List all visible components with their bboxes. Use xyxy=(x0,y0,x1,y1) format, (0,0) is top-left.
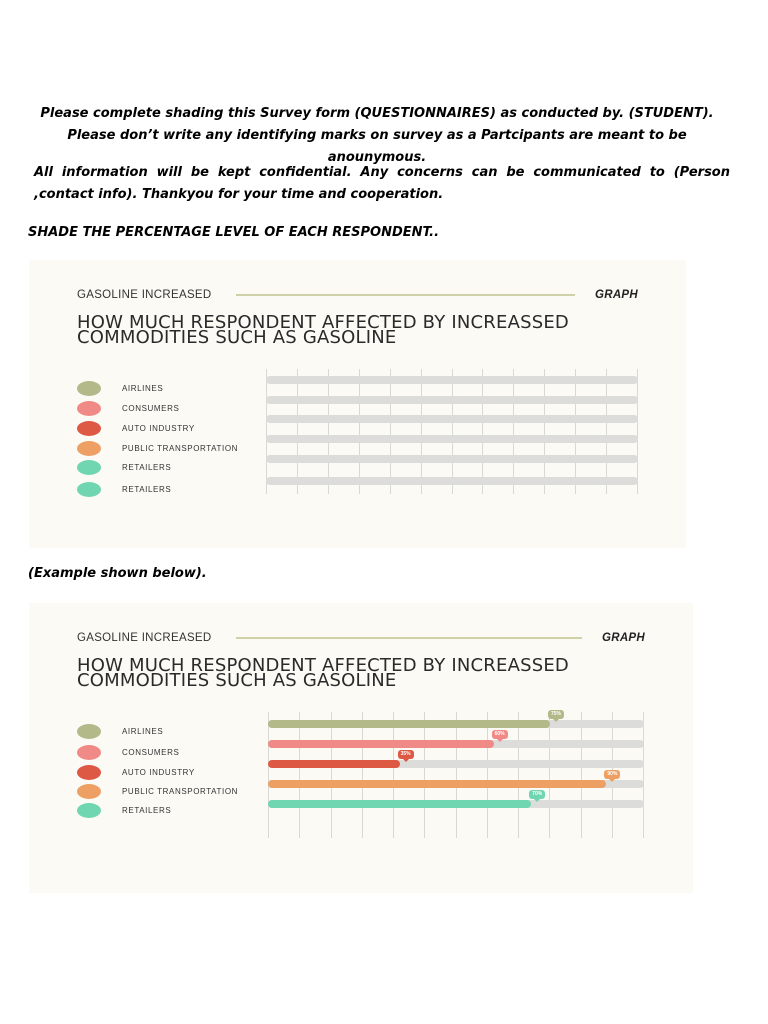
gridline xyxy=(362,712,363,838)
data-label-auto-industry: 35% xyxy=(398,750,414,759)
bar-plot xyxy=(266,369,638,494)
confidentiality-notice: All information will be kept confidential. Any concerns can be communicated to (Person ,contact info). Thankyou for your time and cooperation. xyxy=(34,165,730,202)
legend-item-retailers xyxy=(77,802,171,818)
data-label-public-transportation: 90% xyxy=(604,770,620,779)
bar-track-public-transportation[interactable] xyxy=(266,435,638,443)
gridline xyxy=(643,712,644,838)
bar-fill-airlines xyxy=(268,720,550,728)
bar-track-public-transportation[interactable] xyxy=(268,771,644,788)
blank-survey-graph xyxy=(29,260,686,548)
gridline xyxy=(331,712,332,838)
bar-fill-consumers xyxy=(268,740,494,748)
legend-label: CONSUMERS xyxy=(122,747,180,757)
graph-header xyxy=(77,630,645,646)
legend-item-airlines xyxy=(77,380,163,396)
graph-header xyxy=(77,287,638,303)
bar-track-retailers[interactable] xyxy=(268,791,644,808)
legend-swatch xyxy=(77,765,101,780)
bar-fill-public-transportation xyxy=(268,780,606,788)
gridline xyxy=(359,369,360,494)
legend-swatch xyxy=(77,724,101,739)
graph-title: HOW MUCH RESPONDENT AFFECTED BY INCREASSED COMMODITIES SUCH AS GASOLINE xyxy=(77,655,569,691)
legend-label: PUBLIC TRANSPORTATION xyxy=(122,443,239,453)
bar-track-auto-industry[interactable] xyxy=(266,415,638,423)
gridline xyxy=(299,712,300,838)
graph-tag: GASOLINE INCREASED xyxy=(77,632,212,644)
header-divider xyxy=(236,294,575,296)
bar-track-auto-industry[interactable] xyxy=(268,751,644,768)
gridline xyxy=(637,369,638,494)
legend-swatch xyxy=(77,460,101,475)
example-caption: (Example shown below). xyxy=(28,566,207,581)
gridline xyxy=(266,369,267,494)
gridline xyxy=(452,369,453,494)
gridline xyxy=(544,369,545,494)
legend-swatch xyxy=(77,381,101,396)
gridline xyxy=(328,369,329,494)
gridline xyxy=(390,369,391,494)
data-label-airlines: 75% xyxy=(548,710,564,719)
shade-instruction: SHADE THE PERCENTAGE LEVEL OF EACH RESPONDENT.. xyxy=(28,225,440,240)
legend-label: RETAILERS xyxy=(122,484,172,494)
gridline xyxy=(297,369,298,494)
survey-instructions: Please complete shading this Survey form (QUESTIONNAIRES) as conducted by. (STUDENT). Please don’t write any identifying marks on survey as a Partcipants are meant to be anounymous. xyxy=(40,106,714,165)
legend-swatch xyxy=(77,482,101,497)
legend-swatch xyxy=(77,803,101,818)
legend-label: AIRLINES xyxy=(122,726,164,736)
bar-plot xyxy=(268,712,644,838)
gridline xyxy=(456,712,457,838)
legend-item-retailers xyxy=(77,481,171,497)
legend-label: CONSUMERS xyxy=(122,403,180,413)
example-survey-graph xyxy=(29,603,693,893)
legend-item-airlines xyxy=(77,723,163,739)
header-divider xyxy=(236,637,582,639)
gridline xyxy=(487,712,488,838)
bar-track-consumers[interactable] xyxy=(268,731,644,748)
legend-label: RETAILERS xyxy=(122,805,172,815)
data-label-consumers: 60% xyxy=(492,730,508,739)
legend-swatch xyxy=(77,784,101,799)
gridline xyxy=(482,369,483,494)
gridline xyxy=(513,369,514,494)
bar-fill-retailers xyxy=(268,800,531,808)
gridline xyxy=(606,369,607,494)
legend-item-consumers xyxy=(77,400,179,416)
bar-track-consumers[interactable] xyxy=(266,396,638,404)
legend-item-public-transportation xyxy=(77,440,238,456)
bar-track-airlines[interactable] xyxy=(268,711,644,728)
bar-track-retailers[interactable] xyxy=(266,455,638,463)
legend-item-retailers xyxy=(77,459,171,475)
legend-item-public-transportation xyxy=(77,783,238,799)
legend-label: AIRLINES xyxy=(122,383,164,393)
graph-tag: GASOLINE INCREASED xyxy=(77,289,212,301)
graph-title: HOW MUCH RESPONDENT AFFECTED BY INCREASSED COMMODITIES SUCH AS GASOLINE xyxy=(77,312,569,348)
data-label-retailers: 70% xyxy=(529,790,545,799)
bar-track-airlines[interactable] xyxy=(266,376,638,384)
graph-label: GRAPH xyxy=(594,289,638,301)
legend-swatch xyxy=(77,745,101,760)
legend-swatch xyxy=(77,421,101,436)
legend-label: AUTO INDUSTRY xyxy=(122,423,195,433)
gridline xyxy=(424,712,425,838)
legend-swatch xyxy=(77,441,101,456)
legend-label: PUBLIC TRANSPORTATION xyxy=(122,786,239,796)
legend-item-auto-industry xyxy=(77,764,195,780)
bar-fill-auto-industry xyxy=(268,760,400,768)
gridline xyxy=(575,369,576,494)
graph-label: GRAPH xyxy=(601,632,645,644)
gridline xyxy=(581,712,582,838)
legend-swatch xyxy=(77,401,101,416)
bar-track-retailers[interactable] xyxy=(266,477,638,485)
gridline xyxy=(268,712,269,838)
gridline xyxy=(421,369,422,494)
gridline xyxy=(549,712,550,838)
legend-item-consumers xyxy=(77,744,179,760)
legend-item-auto-industry xyxy=(77,420,195,436)
gridline xyxy=(393,712,394,838)
legend-label: RETAILERS xyxy=(122,462,172,472)
gridline xyxy=(518,712,519,838)
legend-label: AUTO INDUSTRY xyxy=(122,767,195,777)
